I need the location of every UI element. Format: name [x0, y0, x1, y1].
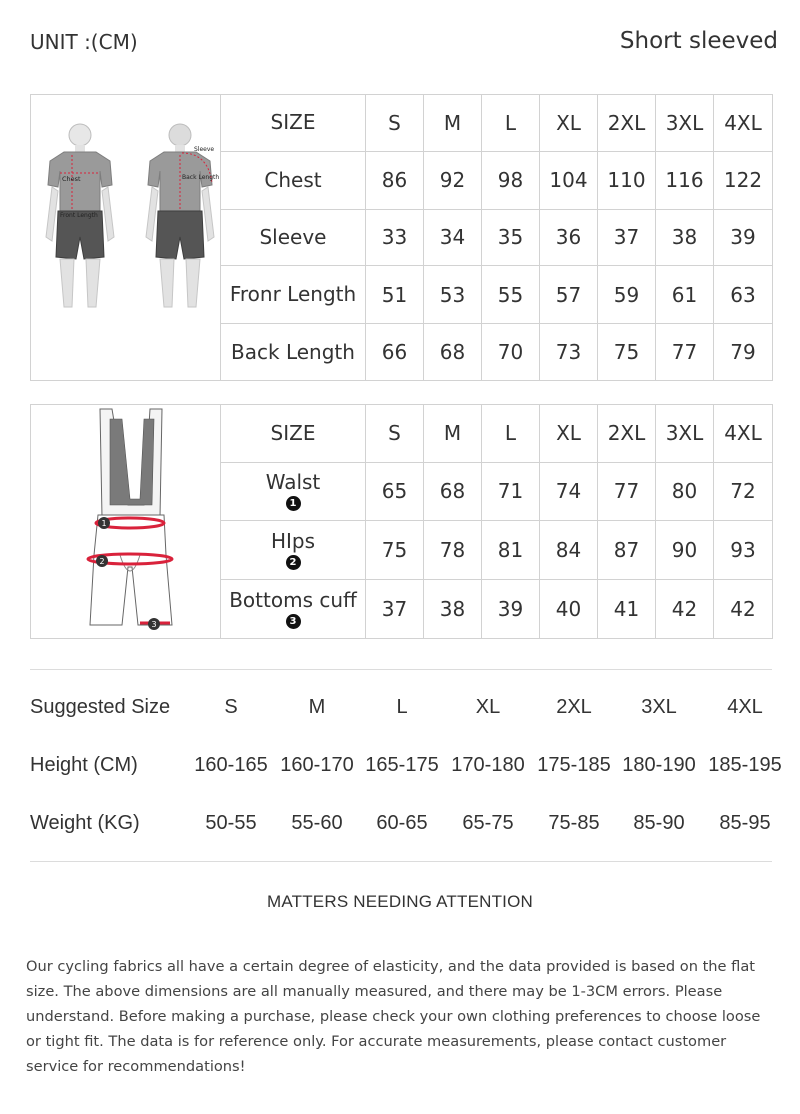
number-badge: 3 [286, 614, 301, 629]
row-label-front-length: Fronr Length [221, 266, 366, 324]
bib-header-row [31, 405, 773, 463]
jersey-measure-figure [32, 95, 220, 375]
divider [30, 861, 772, 862]
table-cell: 34 [424, 209, 482, 266]
bib-figure-cell [31, 405, 221, 639]
weight-cell: 85-90 [633, 812, 685, 834]
table-cell: 53 [424, 266, 482, 324]
table-cell: 73 [540, 324, 598, 381]
table-cell: 71 [482, 462, 540, 520]
table-cell: 35 [482, 209, 540, 266]
figure-back-length-label: Back Length [181, 174, 219, 181]
table-cell: 86 [366, 151, 424, 209]
table-cell: 116 [656, 151, 714, 209]
unit-label: UNIT :(CM) [30, 30, 138, 54]
height-cell: 160-165 [194, 754, 268, 776]
weight-cell: 75-85 [548, 812, 600, 834]
table-cell: 90 [656, 520, 714, 579]
table-cell: 42 [656, 579, 714, 638]
figure-chest-label: Chest [61, 175, 81, 183]
table-cell: 37 [598, 209, 656, 266]
table-cell: 39 [714, 209, 773, 266]
table-cell: 77 [656, 324, 714, 381]
row-label-bottoms-cuff [221, 579, 366, 638]
row-label-text: Bottoms cuff [229, 587, 357, 612]
table-cell: 87 [598, 520, 656, 579]
table-cell: 122 [714, 151, 773, 209]
jersey-size-col: S [366, 95, 424, 152]
table-cell: 36 [540, 209, 598, 266]
height-label: Height (CM) [30, 754, 138, 776]
table-cell: 104 [540, 151, 598, 209]
notice-title: MATTERS NEEDING ATTENTION [267, 892, 533, 911]
jersey-size-col: L [482, 95, 540, 152]
row-label-chest: Chest [221, 151, 366, 209]
table-cell: 80 [656, 462, 714, 520]
table-cell: 75 [366, 520, 424, 579]
bib-size-col: 3XL [656, 405, 714, 463]
bib-size-table [30, 404, 773, 639]
jersey-size-col: XL [540, 95, 598, 152]
suggested-size-cell: M [308, 696, 326, 718]
height-cell: 165-175 [365, 754, 439, 776]
table-cell: 110 [598, 151, 656, 209]
jersey-size-col: 3XL [656, 95, 714, 152]
bib-size-col: 4XL [714, 405, 773, 463]
divider [30, 669, 772, 670]
height-row [30, 754, 790, 784]
bib-measure-figure [32, 405, 220, 633]
jersey-size-col: 2XL [598, 95, 656, 152]
table-cell: 51 [366, 266, 424, 324]
bib-size-header: SIZE [221, 405, 366, 463]
table-cell: 57 [540, 266, 598, 324]
weight-cell: 65-75 [462, 812, 514, 834]
back-body-figure [146, 124, 219, 307]
number-badge: 1 [286, 496, 301, 511]
table-cell: 39 [482, 579, 540, 638]
jersey-figure-cell [31, 95, 221, 381]
row-label-text: HIps [270, 528, 316, 553]
front-body-figure [46, 124, 114, 307]
suggested-size-cell: S [224, 696, 238, 718]
table-cell: 63 [714, 266, 773, 324]
table-cell: 66 [366, 324, 424, 381]
table-cell: 33 [366, 209, 424, 266]
weight-cell: 60-65 [376, 812, 428, 834]
table-cell: 77 [598, 462, 656, 520]
weight-cell: 85-95 [719, 812, 771, 834]
table-cell: 55 [482, 266, 540, 324]
weight-cell: 55-60 [291, 812, 343, 834]
suggested-size-label: Suggested Size [30, 696, 171, 718]
table-cell: 65 [366, 462, 424, 520]
table-cell: 61 [656, 266, 714, 324]
bib-size-col: L [482, 405, 540, 463]
figure-badge-2: 2 [98, 557, 105, 566]
row-label-back-length: Back Length [221, 324, 366, 381]
table-cell: 74 [540, 462, 598, 520]
number-badge: 2 [286, 555, 301, 570]
height-cell: 180-190 [622, 754, 696, 776]
row-label-sleeve: Sleeve [221, 209, 366, 266]
table-cell: 38 [424, 579, 482, 638]
table-cell: 41 [598, 579, 656, 638]
table-cell: 79 [714, 324, 773, 381]
suggested-size-cell: 4XL [727, 696, 763, 718]
table-cell: 68 [424, 324, 482, 381]
table-cell: 93 [714, 520, 773, 579]
figure-badge-3: 3 [150, 620, 157, 629]
style-label: Short sleeved [619, 28, 778, 54]
table-cell: 68 [424, 462, 482, 520]
table-cell: 38 [656, 209, 714, 266]
table-cell: 84 [540, 520, 598, 579]
row-label-text: Walst [265, 470, 321, 495]
bib-size-col: M [424, 405, 482, 463]
row-label-waist [221, 462, 366, 520]
notice-body: Our cycling fabrics all have a certain degree of elasticity, and the data provided is based on the flat size. The above dimensions are all manually measured, and there may be 1-3CM errors. Please understand. Before making a purchase, please check your own clothing preferences to choose loose or tight fit. The data is for reference only. For accurate measurements, please contact customer service for recommendations! [26, 958, 761, 1075]
suggested-size-cell: 2XL [556, 696, 592, 718]
figure-badge-1: 1 [100, 519, 107, 528]
suggested-size-cell: XL [475, 696, 501, 718]
table-cell: 92 [424, 151, 482, 209]
jersey-size-col: 4XL [714, 95, 773, 152]
weight-label: Weight (KG) [30, 812, 140, 834]
suggested-size-cell: L [396, 696, 408, 718]
height-cell: 175-185 [537, 754, 611, 776]
table-cell: 72 [714, 462, 773, 520]
table-cell: 42 [714, 579, 773, 638]
bib-size-col: 2XL [598, 405, 656, 463]
figure-front-length-label: Front Length [59, 212, 98, 219]
table-cell: 59 [598, 266, 656, 324]
row-label-hips [221, 520, 366, 579]
height-cell: 160-170 [280, 754, 354, 776]
suggested-size-cell: 3XL [641, 696, 677, 718]
table-cell: 98 [482, 151, 540, 209]
jersey-size-col: M [424, 95, 482, 152]
jersey-size-table [30, 94, 773, 381]
jersey-size-header: SIZE [221, 95, 366, 152]
weight-row [30, 812, 790, 842]
table-cell: 40 [540, 579, 598, 638]
figure-sleeve-label: Sleeve [193, 146, 214, 153]
table-cell: 75 [598, 324, 656, 381]
weight-cell: 50-55 [205, 812, 257, 834]
suggested-size-row [30, 696, 790, 726]
jersey-header-row [31, 95, 773, 152]
table-cell: 81 [482, 520, 540, 579]
table-cell: 37 [366, 579, 424, 638]
table-cell: 78 [424, 520, 482, 579]
table-cell: 70 [482, 324, 540, 381]
height-cell: 170-180 [451, 754, 525, 776]
height-cell: 185-195 [708, 754, 782, 776]
bib-size-col: XL [540, 405, 598, 463]
bib-shorts-figure [88, 409, 172, 630]
bib-size-col: S [366, 405, 424, 463]
